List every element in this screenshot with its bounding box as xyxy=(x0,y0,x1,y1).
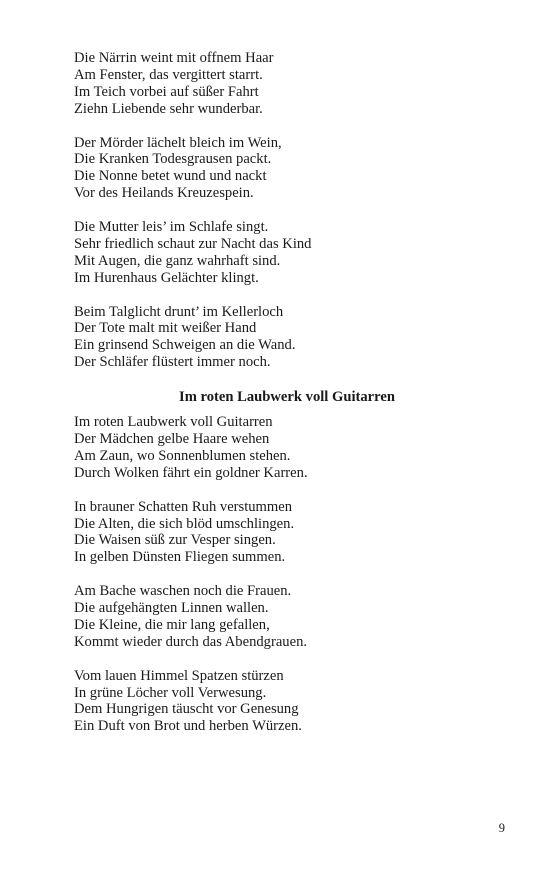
verse-line: Die Nonne betet wund und nackt xyxy=(74,168,267,185)
verse-line: Der Schläfer flüstert immer noch. xyxy=(74,354,271,371)
poem2-stanza-2 xyxy=(74,499,494,567)
verse-line: Im Hurenhaus Gelächter klingt. xyxy=(74,269,259,286)
verse-line: Ein Duft von Brot und herben Würzen. xyxy=(74,718,302,735)
verse-line: Vor des Heilands Kreuzespein. xyxy=(74,185,254,202)
verse-line: Ein grinsend Schweigen an die Wand. xyxy=(74,337,296,354)
verse-line: Die Waisen süß zur Vesper singen. xyxy=(74,532,276,549)
verse-line: Die Kranken Todesgrausen packt. xyxy=(74,151,272,168)
text-block xyxy=(74,50,494,735)
verse-line: Der Tote malt mit weißer Hand xyxy=(74,320,257,337)
verse-line: Die Närrin weint mit offnem Haar xyxy=(74,50,274,66)
poem1-stanza-4 xyxy=(74,304,494,372)
verse-line: Die Kleine, die mir lang gefallen, xyxy=(74,616,270,633)
poem1-stanza-1 xyxy=(74,50,494,118)
verse-line: Im Teich vorbei auf süßer Fahrt xyxy=(74,83,259,100)
verse-line: Mit Augen, die ganz wahrhaft sind. xyxy=(74,252,281,269)
verse-line: Ziehn Liebende sehr wunderbar. xyxy=(74,100,263,117)
verse-line: Die aufgehängten Linnen wallen. xyxy=(74,600,269,617)
verse-line: Der Mädchen gelbe Haare wehen xyxy=(74,430,270,447)
verse-line: Der Mörder lächelt bleich im Wein, xyxy=(74,134,282,151)
verse-line: Sehr friedlich schaut zur Nacht das Kind xyxy=(74,235,312,252)
verse-line: Die Mutter leis’ im Schlafe singt. xyxy=(74,219,269,236)
verse-line: Beim Talglicht drunt’ im Kellerloch xyxy=(74,303,284,320)
poem-title: Im roten Laubwerk voll Guitarren xyxy=(179,389,395,406)
verse-line: Am Bache waschen noch die Frauen. xyxy=(74,583,292,600)
page-number: 9 xyxy=(498,821,505,835)
poem2-stanza-3 xyxy=(74,583,494,651)
verse-line: Durch Wolken fährt ein goldner Karren. xyxy=(74,464,308,481)
verse-line: Im roten Laubwerk voll Guitarren xyxy=(74,414,273,431)
verse-line: Kommt wieder durch das Abendgrauen. xyxy=(74,633,308,650)
poem1-stanza-2 xyxy=(74,135,494,203)
verse-line: In gelben Dünsten Fliegen summen. xyxy=(74,549,286,566)
verse-line: Am Fenster, das vergittert starrt. xyxy=(74,66,263,83)
verse-line: Dem Hungrigen täuscht vor Genesung xyxy=(74,701,299,718)
verse-line: In grüne Löcher voll Verwesung. xyxy=(74,684,267,701)
poem1-stanza-3 xyxy=(74,219,494,287)
poem2-stanza-1 xyxy=(74,414,494,482)
verse-line: Vom lauen Himmel Spatzen stürzen xyxy=(74,667,284,684)
poem2-stanza-4 xyxy=(74,668,494,736)
verse-line: Die Alten, die sich blöd umschlingen. xyxy=(74,515,295,532)
verse-line: In brauner Schatten Ruh verstummen xyxy=(74,498,293,515)
verse-line: Am Zaun, wo Sonnenblumen stehen. xyxy=(74,447,291,464)
